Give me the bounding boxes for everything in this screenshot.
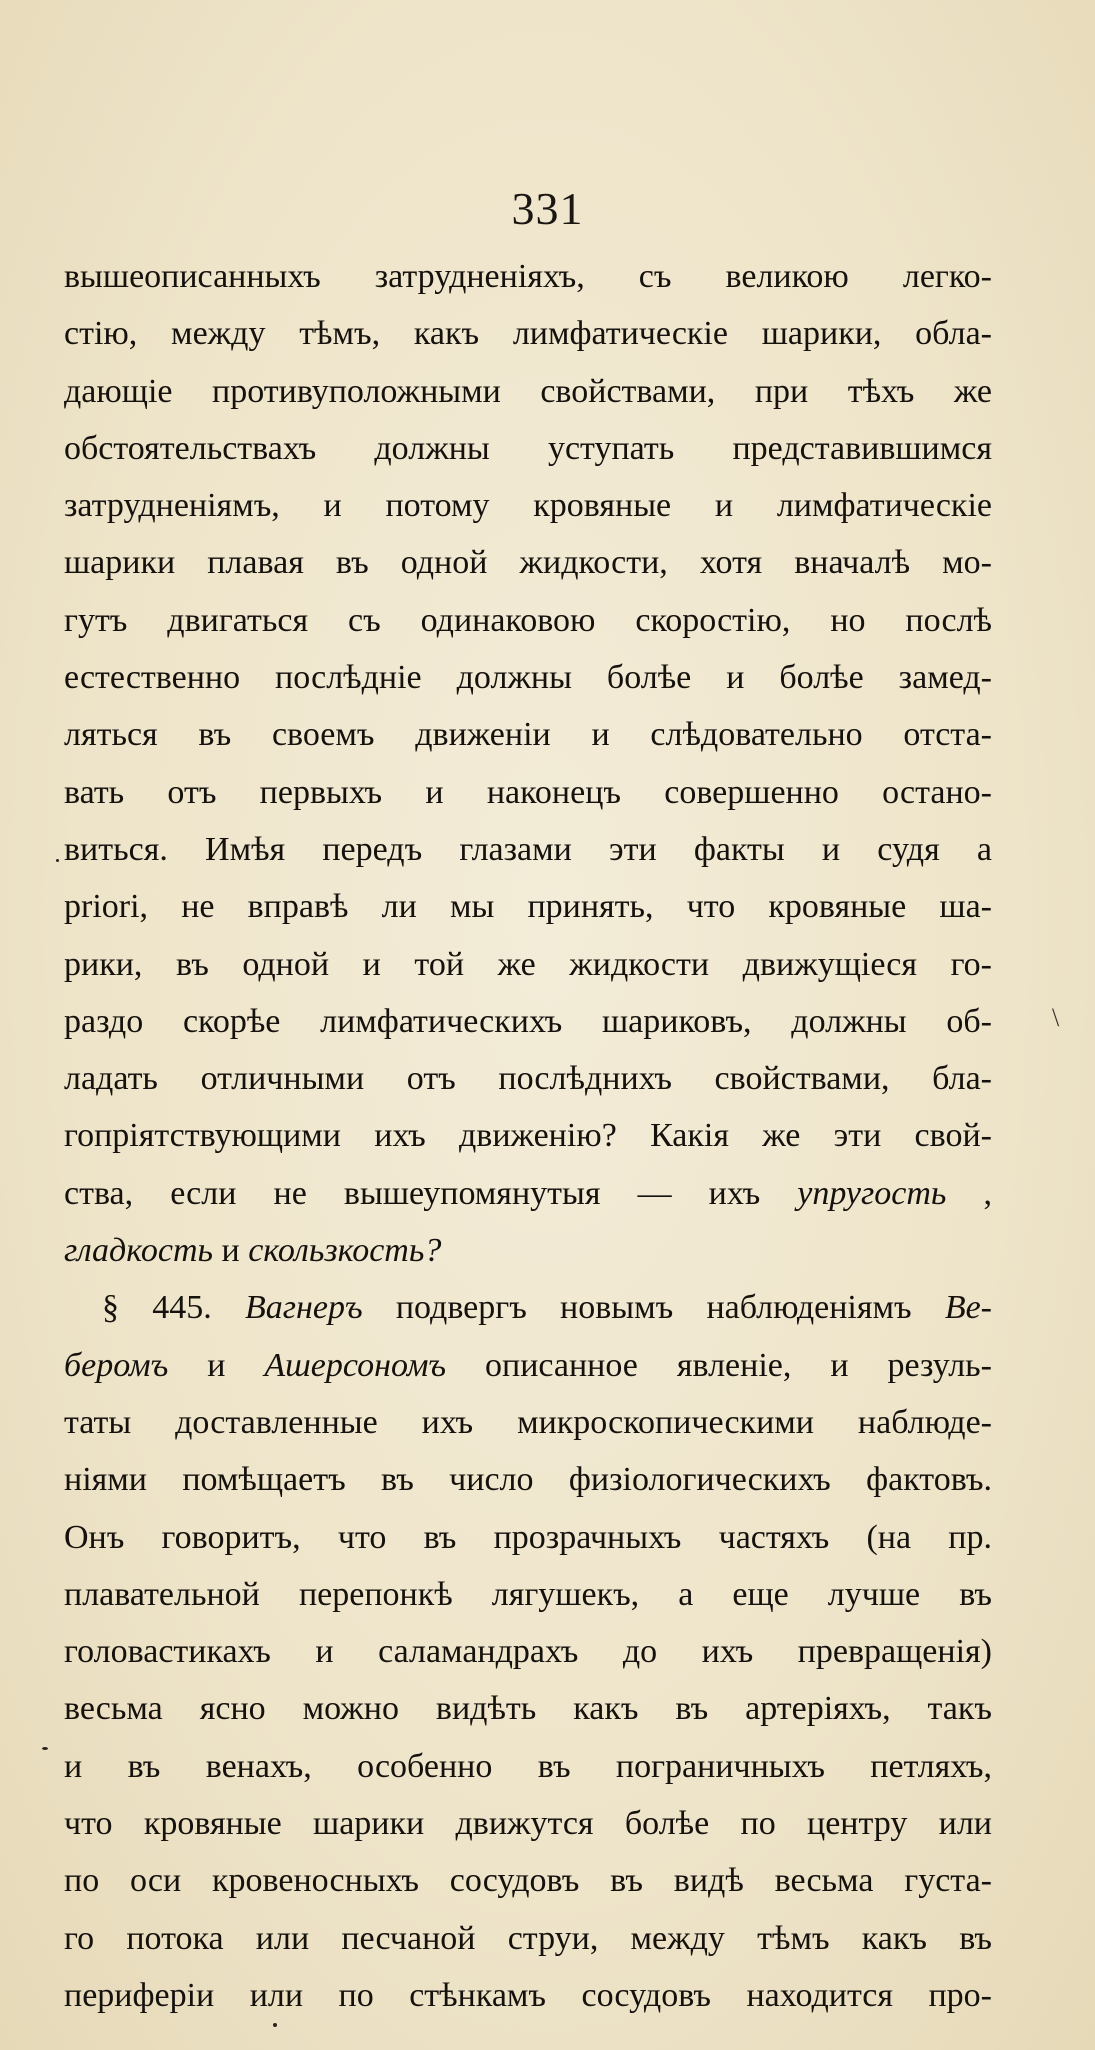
text-line [64, 248, 992, 305]
text-segment: плавательной перепонкѣ лягушекъ, а еще лучше въ [64, 1575, 992, 1613]
text-segment: весьма ясно можно видѣть какъ въ артеріяхъ, такъ [64, 1690, 992, 1728]
text-segment: Онъ говоритъ, что въ прозрачныхъ частяхъ (на пр. [64, 1518, 992, 1556]
text-segment: затрудненіямъ, и потому кровяные и лимфатическіе [64, 487, 992, 525]
text-line [64, 1738, 992, 1795]
text-segment: шарики плавая въ одной жидкости, хотя вначалѣ мо- [64, 544, 992, 582]
text-segment: го потока или песчаной струи, между тѣмъ какъ въ [64, 1919, 992, 1957]
text-line [64, 420, 992, 477]
text-segment: стію, между тѣмъ, какъ лимфатическіе шарики, обла- [64, 315, 992, 353]
text-line [64, 1795, 992, 1852]
text-line [64, 1451, 992, 1508]
text-segment: и [168, 1346, 265, 1384]
text-line [64, 1509, 992, 1566]
text-line [64, 821, 992, 878]
italic-text: Ашерсономъ [264, 1346, 447, 1384]
text-segment: гутъ двигаться съ одинаковою скоростію, но послѣ [64, 601, 992, 639]
body-text [64, 248, 992, 2024]
text-line [64, 706, 992, 763]
text-line [64, 1050, 992, 1107]
text-line [64, 764, 992, 821]
text-line [64, 649, 992, 706]
text-segment: таты доставленные ихъ микроскопическими наблюде- [64, 1403, 992, 1441]
text-segment: периферіи или по стѣнкамъ сосудовъ находится про- [64, 1976, 992, 2014]
text-segment: ляться въ своемъ движеніи и слѣдовательно отста- [64, 716, 992, 754]
text-line [64, 1279, 992, 1336]
margin-mark: \ [1052, 1003, 1060, 1032]
text-segment: вышеописанныхъ затрудненіяхъ, съ великою легко- [64, 258, 992, 295]
text-segment: раздо скорѣе лимфатическихъ шариковъ, должны об- [64, 1002, 992, 1040]
text-segment: ладать отличными отъ послѣднихъ свойствами, бла- [64, 1060, 992, 1098]
ink-speck [56, 859, 59, 862]
text-line [64, 1967, 992, 2024]
italic-text: гладкость [64, 1232, 213, 1270]
text-line [64, 1165, 992, 1222]
text-segment: подвергъ новымъ наблюденіямъ [362, 1289, 945, 1327]
text-line [64, 1680, 992, 1737]
page-number: 331 [511, 183, 584, 234]
text-segment: ства, если не вышеупомянутыя — ихъ [64, 1174, 798, 1212]
text-line [64, 1566, 992, 1623]
italic-text: Ве- [944, 1289, 992, 1327]
text-segment: дающіе противуположными свойствами, при тѣхъ же [64, 372, 992, 410]
ink-speck [273, 2023, 277, 2027]
text-line [64, 1222, 992, 1279]
text-segment: по оси кровеносныхъ сосудовъ въ видѣ весьма густа- [64, 1862, 992, 1900]
text-segment: естественно послѣдніе должны болѣе и болѣе замед- [64, 659, 992, 697]
text-segment: головастикахъ и саламандрахъ до ихъ превращенія) [64, 1633, 992, 1671]
text-segment: рики, въ одной и той же жидкости движущіеся го- [64, 945, 992, 983]
italic-text: скользкость? [248, 1232, 442, 1270]
text-segment: что кровяные шарики движутся болѣе по центру или [64, 1805, 992, 1843]
text-line [64, 993, 992, 1050]
text-segment: § 445. [102, 1289, 245, 1327]
text-segment: обстоятельствахъ должны уступать представившимся [64, 429, 992, 467]
text-line [64, 1337, 992, 1394]
text-segment: , [946, 1174, 993, 1212]
italic-text: упругость [797, 1174, 947, 1212]
text-line [64, 1107, 992, 1164]
text-segment: priori, не вправѣ ли мы принять, что кровяные ша- [64, 888, 992, 926]
ink-speck [42, 1747, 48, 1750]
text-line [64, 534, 992, 591]
text-line [64, 1852, 992, 1909]
text-segment: вать отъ первыхъ и наконецъ совершенно остано- [64, 773, 992, 811]
text-line [64, 936, 992, 993]
italic-text: беромъ [64, 1346, 169, 1384]
text-line [64, 592, 992, 649]
text-segment: виться. Имѣя передъ глазами эти факты и судя a [64, 830, 992, 868]
text-segment: гопріятствующими ихъ движенію? Какія же эти свой- [64, 1117, 992, 1155]
text-line [64, 1623, 992, 1680]
text-segment: и [212, 1232, 249, 1270]
text-line [64, 1910, 992, 1967]
text-line [64, 1394, 992, 1451]
text-line [64, 878, 992, 935]
text-segment: и въ венахъ, особенно въ пограничныхъ петляхъ, [64, 1747, 992, 1785]
text-line [64, 477, 992, 534]
text-segment: ніями помѣщаетъ въ число физіологическихъ фактовъ. [64, 1461, 992, 1499]
italic-text: Вагнеръ [244, 1289, 363, 1327]
text-line [64, 305, 992, 362]
text-segment: описанное явленіе, и резуль- [446, 1346, 992, 1384]
text-line [64, 363, 992, 420]
